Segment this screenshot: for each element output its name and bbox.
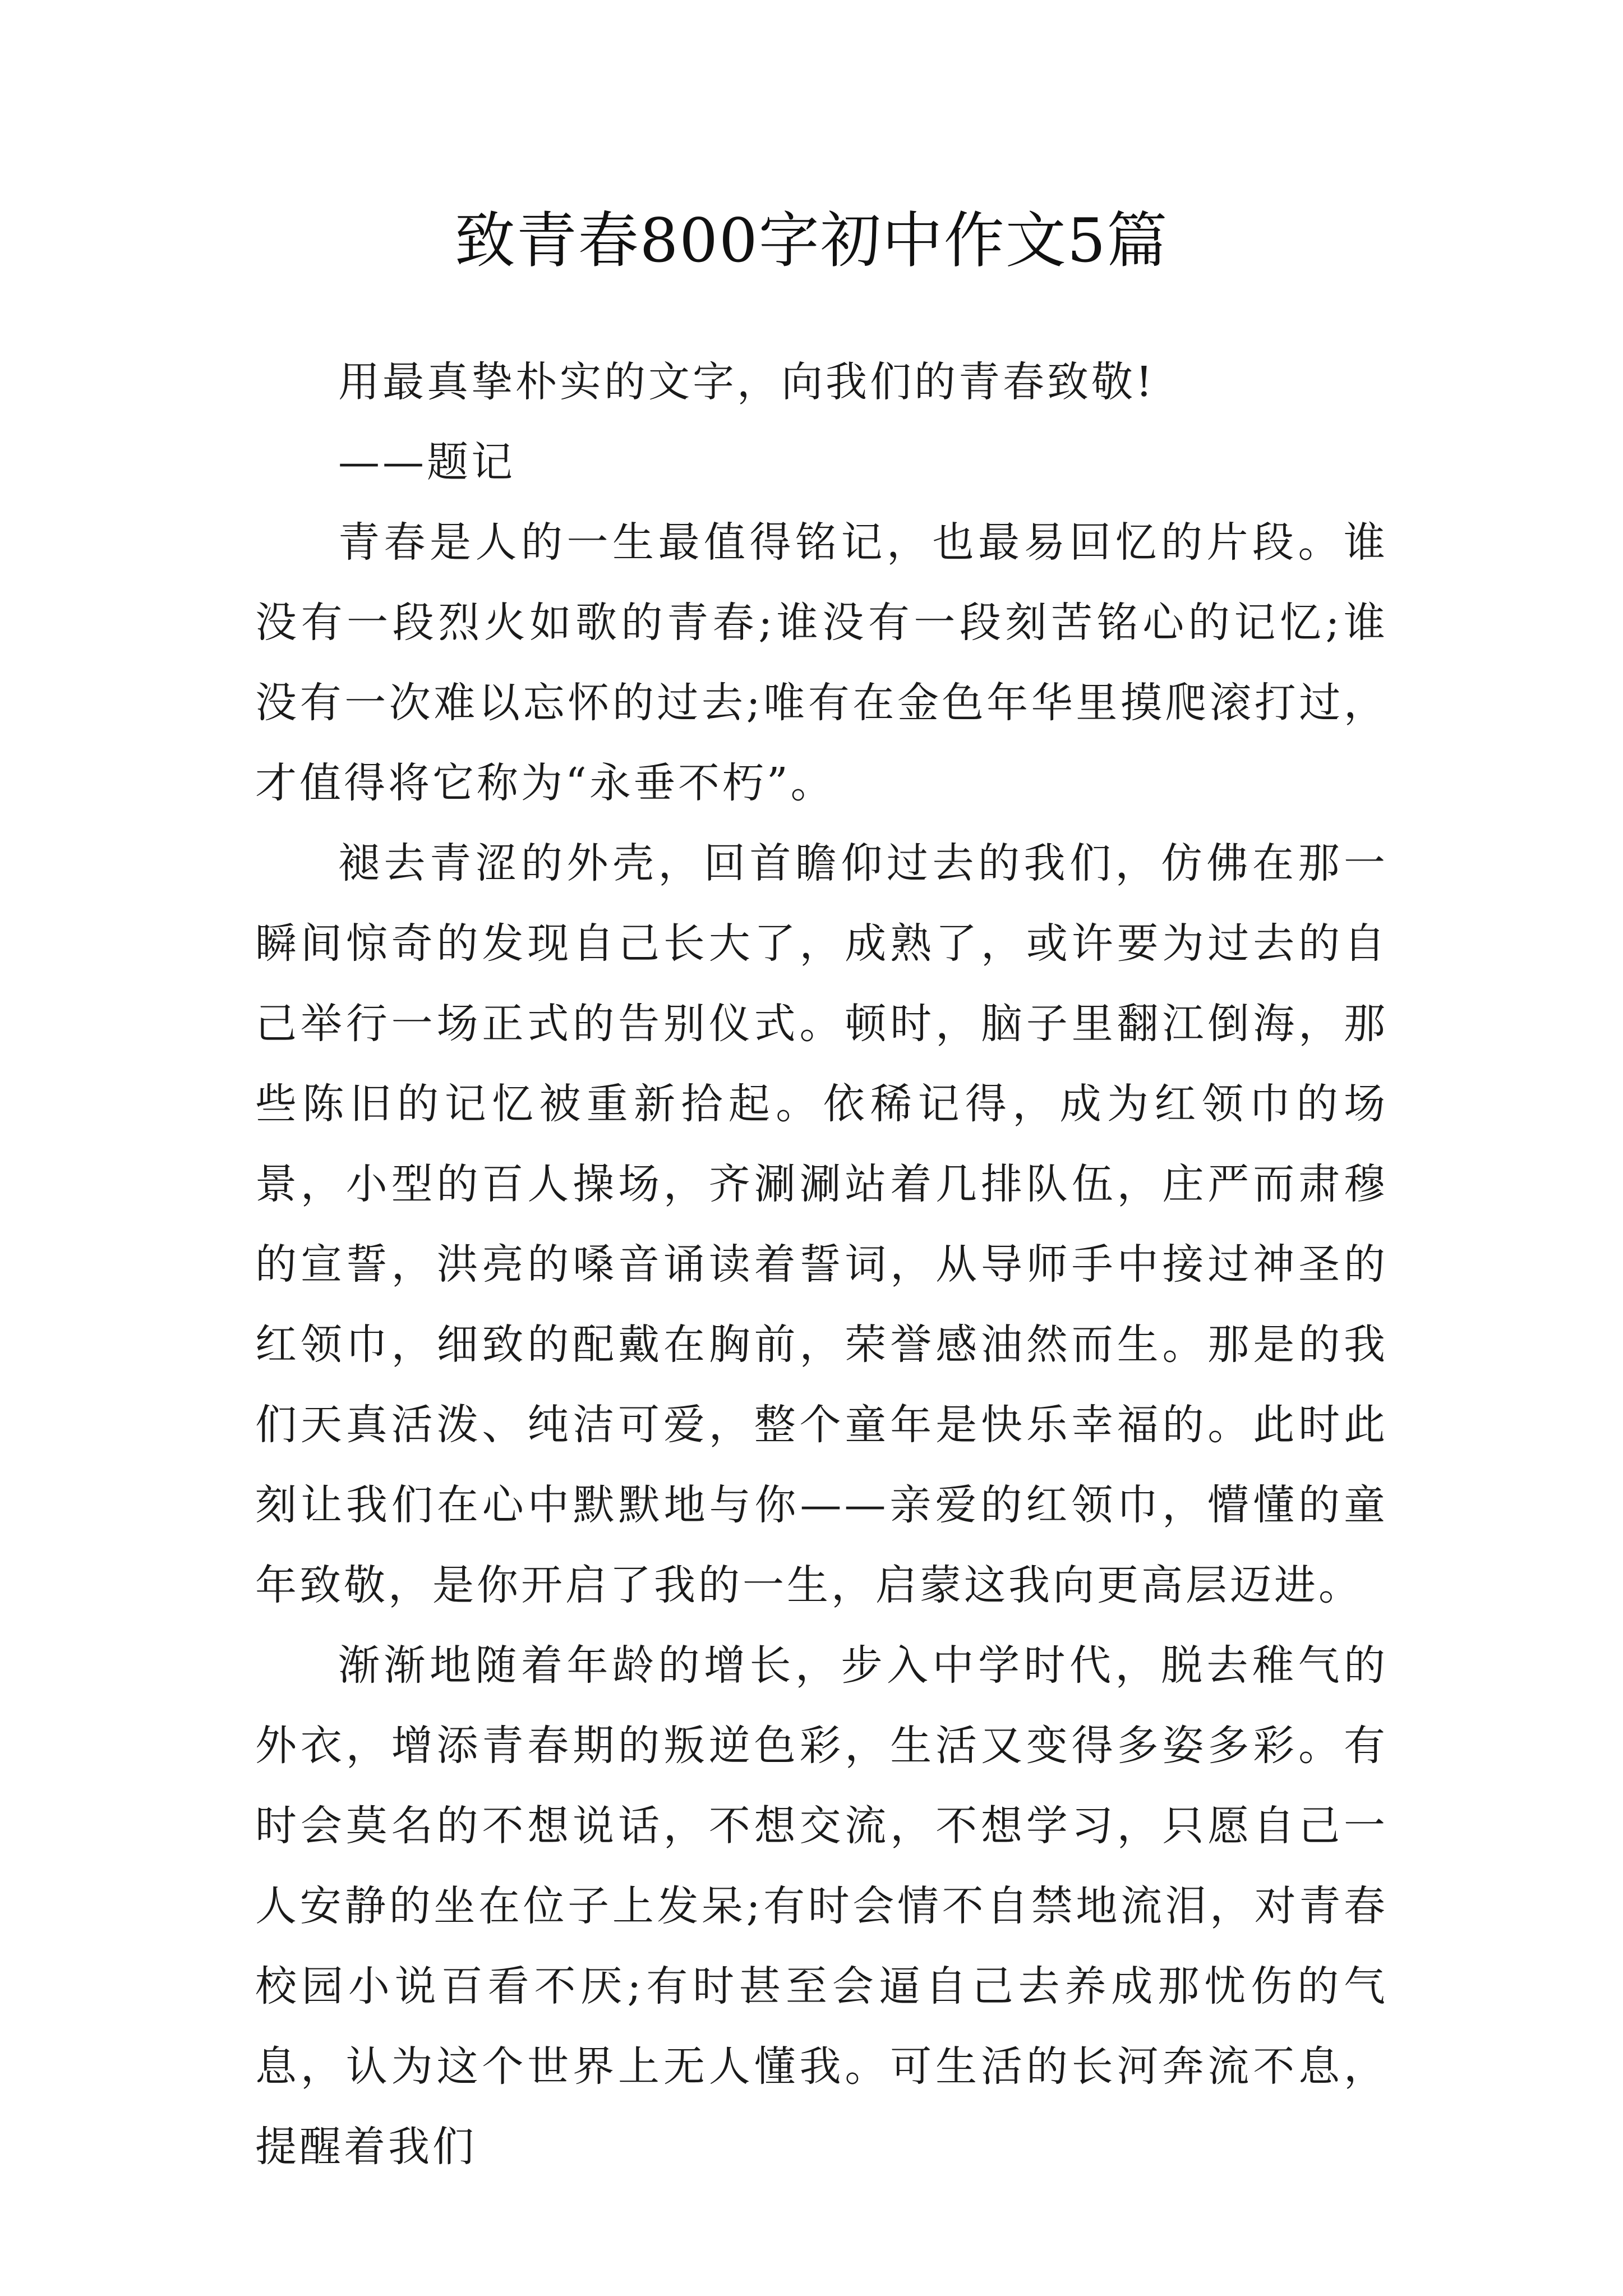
paragraph-dedication: 用最真挚朴实的文字，向我们的青春致敬! [338,358,1155,406]
article-body [255,342,1388,2187]
paragraph-body: 渐渐地随着年龄的增长，步入中学时代，脱去稚气的外衣，增添青春期的叛逆色彩，生活又变得多姿多彩。有时会莫名的不想说话，不想交流，不想学习，只愿自己一人安静的坐在位子上发呆;有时会情不自禁地流泪，对青春校园小说百看不厌;有时甚至会逼自己去养成那忧伤的气息，认为这个世界上无人懂我。可生活的长河奔流不息，提醒着我们 [255,1641,1388,2171]
paragraph-inscription: ——题记 [338,438,515,486]
page-title: 致青春800字初中作文5篇 [454,206,1169,276]
paragraph-body: 青春是人的一生最值得铭记，也最易回忆的片段。谁没有一段烈火如歌的青春;谁没有一段刻苦铭心的记忆;谁没有一次难以忘怀的过去;唯有在金色年华里摸爬滚打过，才值得将它称为“永垂不朽”。 [255,518,1388,807]
paragraph-body: 褪去青涩的外壳，回首瞻仰过去的我们，仿佛在那一瞬间惊奇的发现自己长大了，成熟了，或许要为过去的自己举行一场正式的告别仪式。顿时，脑子里翻江倒海，那些陈旧的记忆被重新拾起。依稀记得，成为红领巾的场景，小型的百人操场，齐涮涮站着几排队伍，庄严而肃穆的宣誓，洪亮的嗓音诵读着誓词，从导师手中接过神圣的红领巾，细致的配戴在胸前，荣誉感油然而生。那是的我们天真活泼、纯洁可爱，整个童年是快乐幸福的。此时此刻让我们在心中默默地与你——亲爱的红领巾，懵懂的童年致敬，是你开启了我的一生，启蒙这我向更高层迈进。 [255,839,1388,1609]
